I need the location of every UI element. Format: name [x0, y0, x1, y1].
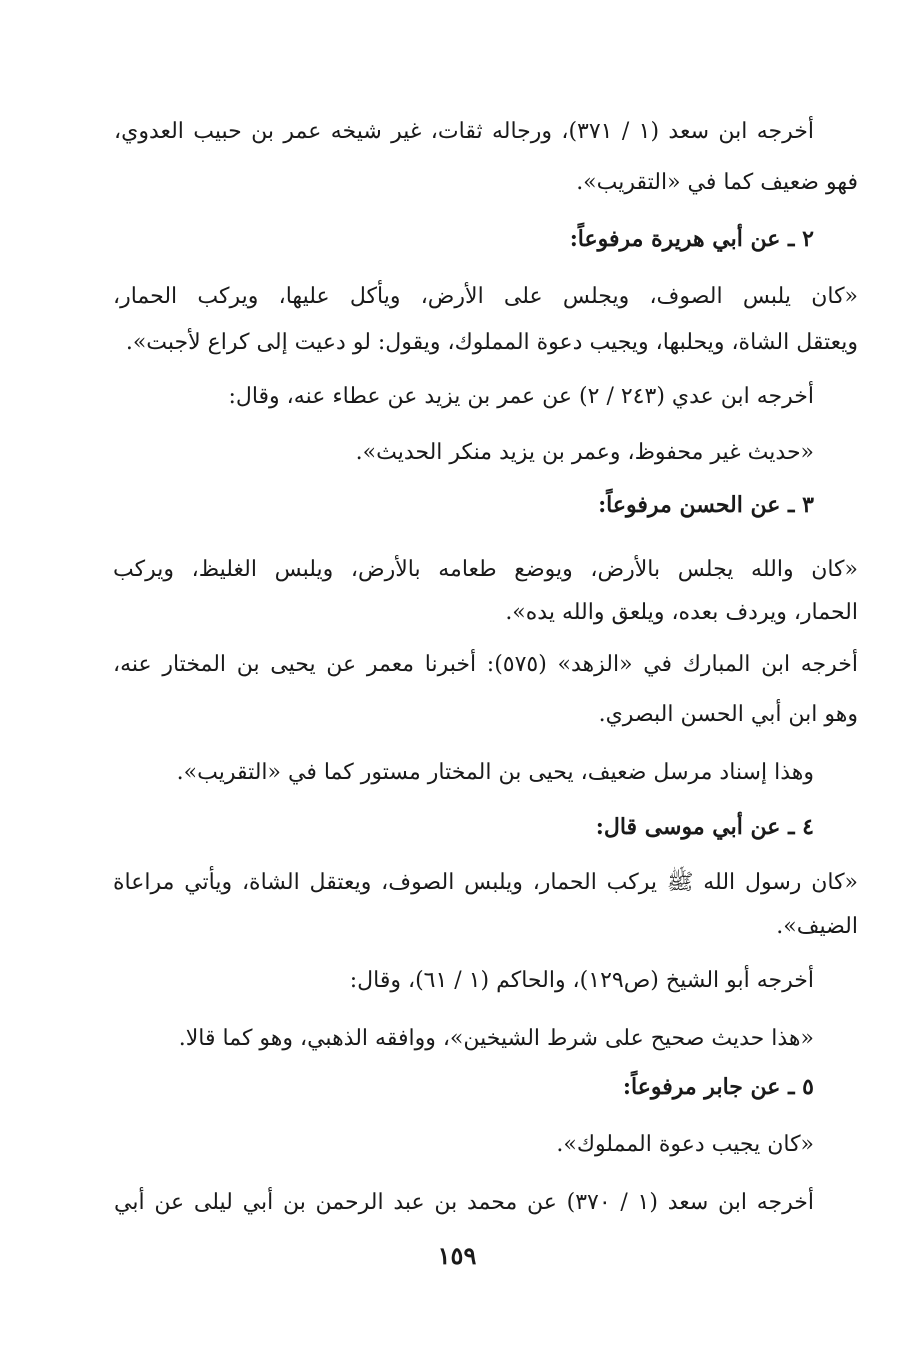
- text-line-4: «كان يلبس الصوف، ويجلس على الأرض، ويأكل عليها، ويركب الحمار،: [113, 284, 858, 309]
- page-number: ١٥٩: [437, 1241, 477, 1270]
- text-line-13: وهذا إسناد مرسل ضعيف، يحيى بن المختار مستور كما في «التقريب».: [176, 760, 814, 785]
- text-line-10: الحمار، ويردف بعده، ويلعق والله يده».: [505, 600, 858, 625]
- text-line-12: وهو ابن أبي الحسن البصري.: [598, 702, 858, 727]
- text-line-11: أخرجه ابن المبارك في «الزهد» (٥٧٥): أخبرنا معمر عن يحيى بن المختار عنه،: [113, 652, 858, 677]
- section-heading-4: ٤ ـ عن أبي موسى قال:: [595, 814, 814, 840]
- text-line-7: «حديث غير محفوظ، وعمر بن يزيد منكر الحديث».: [355, 440, 814, 465]
- text-line-18: «هذا حديث صحيح على شرط الشيخين»، ووافقه الذهبي، وهو كما قالا.: [178, 1026, 814, 1051]
- text-line-15: «كان رسول الله ﷺ يركب الحمار، ويلبس الصوف، ويعتقل الشاة، ويأتي مراعاة: [113, 870, 858, 895]
- text-line-20: «كان يجيب دعوة المملوك».: [556, 1132, 814, 1157]
- text-line-5: ويعتقل الشاة، ويحلبها، ويجيب دعوة المملوك، ويقول: لو دعيت إلى كراع لأجبت».: [125, 330, 858, 355]
- section-heading-2: ٢ ـ عن أبي هريرة مرفوعاً:: [569, 226, 814, 252]
- section-heading-3: ٣ ـ عن الحسن مرفوعاً:: [598, 492, 814, 518]
- text-line-16: الضيف».: [776, 914, 858, 939]
- text-line-21: أخرجه ابن سعد (١ / ٣٧٠) عن محمد بن عبد الرحمن بن أبي ليلى عن أبي: [114, 1190, 815, 1215]
- text-line-2: فهو ضعيف كما في «التقريب».: [576, 170, 858, 195]
- text-line-9: «كان والله يجلس بالأرض، ويوضع طعامه بالأرض، ويلبس الغليظ، ويركب: [113, 557, 858, 582]
- text-line-6: أخرجه ابن عدي (٢٤٣ / ٢) عن عمر بن يزيد عن عطاء عنه، وقال:: [228, 384, 814, 409]
- text-line-1: أخرجه ابن سعد (١ / ٣٧١)، ورجاله ثقات، غير شيخه عمر بن حبيب العدوي،: [114, 119, 814, 144]
- text-line-17: أخرجه أبو الشيخ (ص١٢٩)، والحاكم (١ / ٦١)، وقال:: [349, 968, 814, 993]
- section-heading-5: ٥ ـ عن جابر مرفوعاً:: [622, 1074, 814, 1100]
